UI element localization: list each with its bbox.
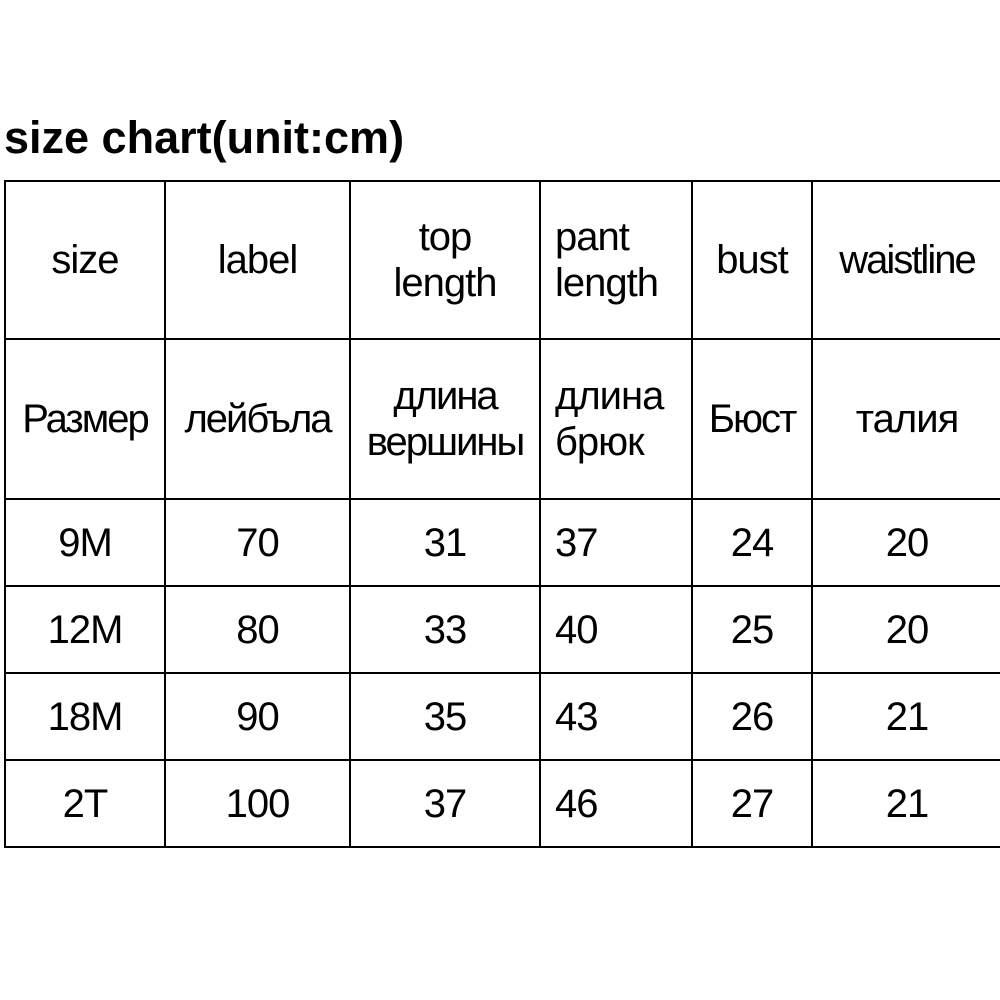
cell-waistline: 20 [812, 499, 1000, 586]
header-cell-taliya: талия [812, 339, 1000, 499]
header-cell-dlina-vershiny: длина вершины [350, 339, 540, 499]
header-row-russian [5, 339, 1000, 499]
header-cell-razmer: Размер [5, 339, 165, 499]
cell-top-length: 35 [350, 673, 540, 760]
header-cell-pant-length: pant length [540, 181, 692, 339]
cell-pant-length: 43 [540, 673, 692, 760]
header-cell-dlina-bryuk: длина брюк [540, 339, 692, 499]
header-cell-bust: bust [692, 181, 812, 339]
cell-label: 90 [165, 673, 350, 760]
cell-size: 9M [5, 499, 165, 586]
cell-size: 12M [5, 586, 165, 673]
cell-label: 70 [165, 499, 350, 586]
cell-top-length: 33 [350, 586, 540, 673]
table-row [5, 499, 1000, 586]
cell-label: 80 [165, 586, 350, 673]
cell-size: 18M [5, 673, 165, 760]
cell-label: 100 [165, 760, 350, 847]
cell-waistline: 20 [812, 586, 1000, 673]
header-cell-size: size [5, 181, 165, 339]
cell-pant-length: 46 [540, 760, 692, 847]
table-row [5, 673, 1000, 760]
header-cell-byust: Бюст [692, 339, 812, 499]
cell-pant-length: 40 [540, 586, 692, 673]
size-chart-table [4, 180, 1000, 848]
page-title: size chart(unit:cm) [4, 112, 405, 163]
cell-bust: 26 [692, 673, 812, 760]
table-row [5, 760, 1000, 847]
cell-pant-length: 37 [540, 499, 692, 586]
cell-top-length: 31 [350, 499, 540, 586]
header-cell-top-length: top length [350, 181, 540, 339]
cell-bust: 27 [692, 760, 812, 847]
cell-waistline: 21 [812, 673, 1000, 760]
header-row-english [5, 181, 1000, 339]
cell-bust: 25 [692, 586, 812, 673]
header-cell-label: label [165, 181, 350, 339]
cell-top-length: 37 [350, 760, 540, 847]
header-cell-leibla: лейбъла [165, 339, 350, 499]
cell-size: 2T [5, 760, 165, 847]
cell-bust: 24 [692, 499, 812, 586]
table-row [5, 586, 1000, 673]
cell-waistline: 21 [812, 760, 1000, 847]
header-cell-waistline: waistline [812, 181, 1000, 339]
